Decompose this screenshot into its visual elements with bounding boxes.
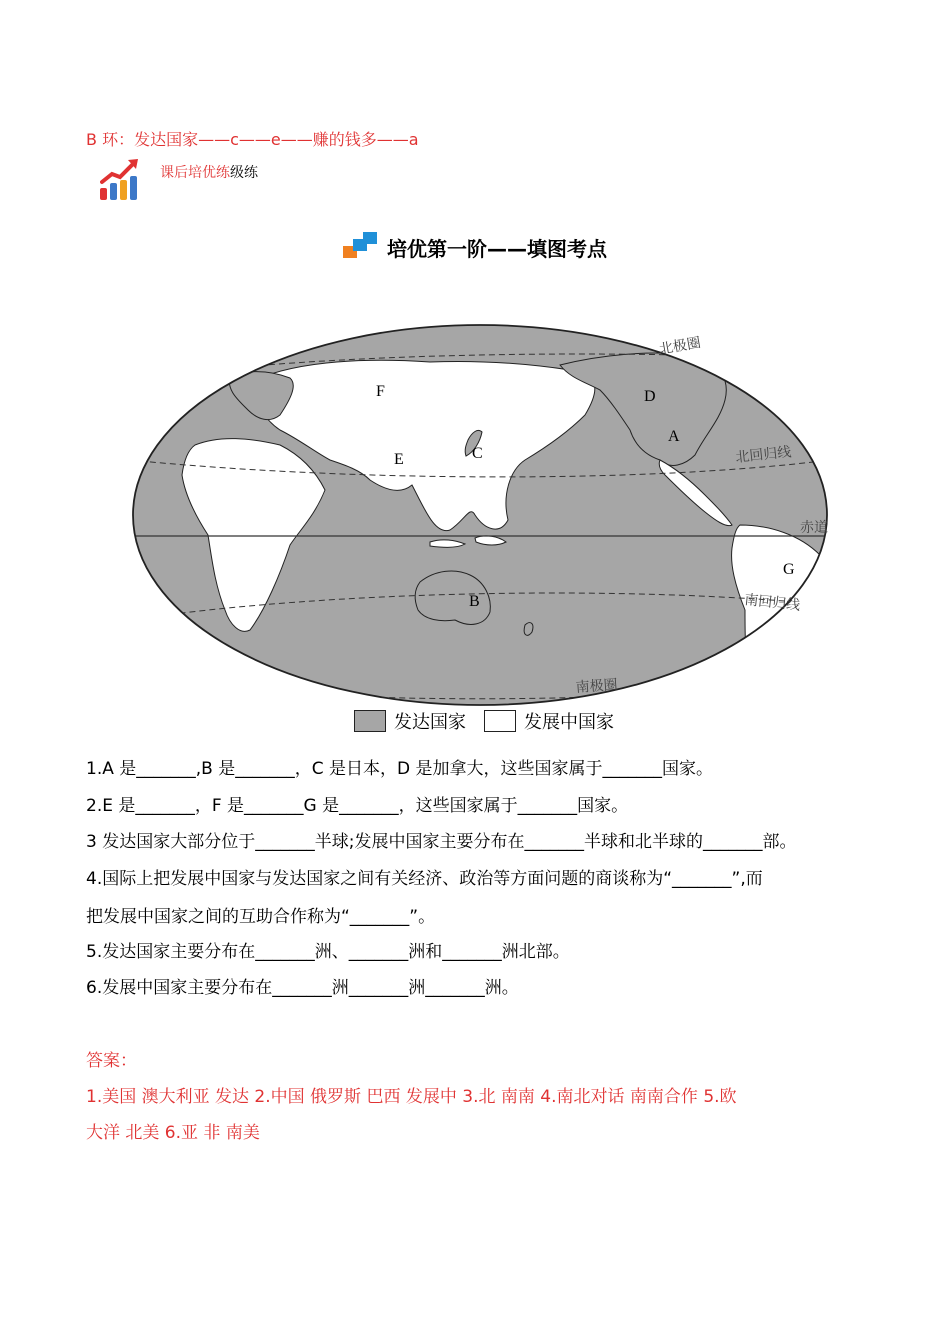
section-title [0, 232, 950, 262]
growth-chart-icon [100, 158, 142, 202]
question-3: 3 发达国家大部分位于_______半球;发展中国家主要分布在_______半球和北半球的_______部。 [86, 832, 797, 852]
question-4-cont: 把发展中国家之间的互助合作称为“_______”。 [86, 907, 436, 927]
label-tropic-cancer: 北回归线 [734, 444, 793, 466]
question-4: 4.国际上把发展中国家与发达国家之间有关经济、政治等方面问题的商谈称为“_______”,而 [86, 869, 763, 889]
label-antarctic-circle: 南极圈 [575, 677, 619, 696]
answer-line-2: 大洋 北美 6.亚 非 南美 [86, 1123, 260, 1143]
practice-tag [100, 158, 258, 204]
tag-part1: 课后培优练 [160, 165, 230, 181]
steps-icon [343, 232, 379, 260]
question-1: 1.A 是_______,B 是_______，C 是日本，D 是加拿大，这些国家属于_______国家。 [86, 759, 713, 779]
b-ring-line: B 环：发达国家——c——e——赚的钱多——a [86, 130, 419, 149]
label-arctic-circle: 北极圈 [657, 334, 703, 358]
map-label-d: D [644, 388, 656, 405]
question-5: 5.发达国家主要分布在_______洲、_______洲和_______洲北部。 [86, 942, 570, 962]
legend-developing: 发展中国家 [524, 712, 614, 733]
map-label-f: F [376, 383, 385, 400]
question-2: 2.E 是_______，F 是_______G 是_______，这些国家属于_______国家。 [86, 796, 629, 816]
map-label-e: E [394, 451, 404, 468]
map-label-c: C [472, 445, 483, 462]
answer-line-1: 1.美国 澳大利亚 发达 2.中国 俄罗斯 巴西 发展中 3.北 南南 4.南北对话 南南合作 5.欧 [86, 1087, 737, 1107]
answer-heading: 答案： [86, 1051, 137, 1071]
legend-swatch-developed [354, 710, 386, 732]
legend-swatch-developing [484, 710, 516, 732]
map-legend [354, 708, 632, 734]
tag-part2: 级练 [230, 165, 258, 181]
section-title-text: 培优第一阶——填图考点 [387, 237, 607, 261]
world-map [130, 320, 830, 710]
label-tropic-capricorn: 南回归线 [743, 592, 801, 614]
map-label-b: B [469, 593, 480, 610]
legend-developed: 发达国家 [394, 712, 466, 733]
label-equator: 赤道 [800, 520, 828, 536]
map-label-a: A [668, 428, 680, 445]
question-6: 6.发展中国家主要分布在_______洲_______洲_______洲。 [86, 978, 519, 998]
map-label-g: G [783, 561, 795, 578]
